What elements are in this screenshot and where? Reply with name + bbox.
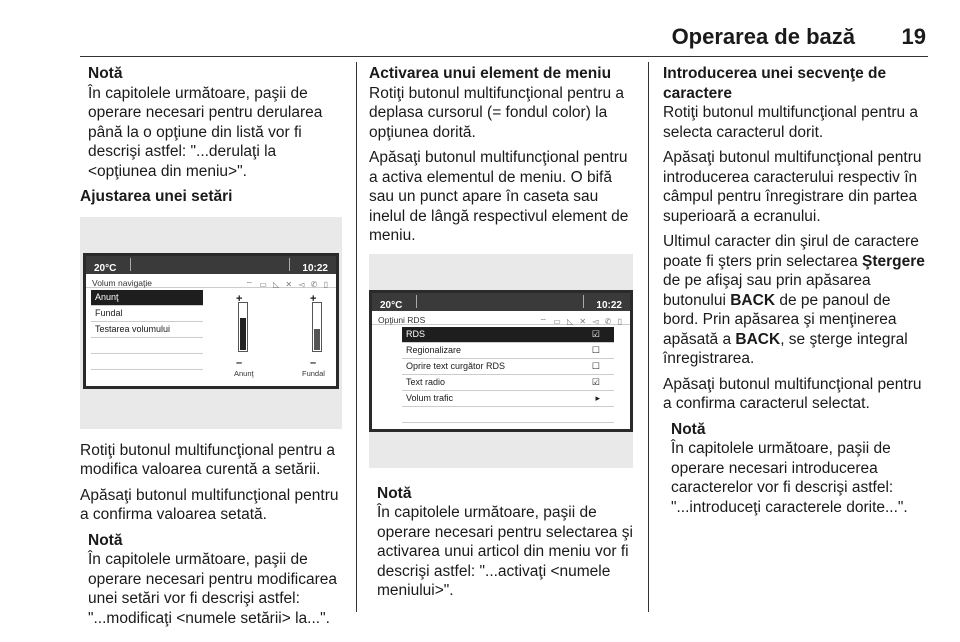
column-divider [356,62,357,612]
note-block [369,484,633,601]
note-block [80,64,342,181]
checkbox-empty-icon[interactable]: ☐ [591,344,600,355]
menu-item[interactable]: RDS ☑ [402,327,614,343]
chevron-right-icon[interactable]: ▸ [595,392,600,403]
column-2 [369,64,633,607]
slider-plus: + [236,292,243,305]
menu-item[interactable]: Fundal [91,306,203,322]
menu-list [91,290,203,370]
section-title: Activarea unui element de meniu [369,65,612,82]
paragraph: Apăsaţi butonul multifuncţional pentru a activa elementul de meniu. O bifă sau un punct apare în caseta sau inelul de lângă respectivul element de meniu. [369,149,629,244]
header-divider [80,56,928,57]
page-header [0,0,960,58]
temperature: 20°C [94,262,117,274]
paragraph: Rotiţi butonul multifuncţional pentru a deplasa cursorul (= fondul color) la opţiunea dorită. [369,84,625,141]
checkbox-empty-icon[interactable]: ☐ [591,360,600,371]
status-bar [372,293,630,311]
note-text: În capitolele următoare, paşii de operare necesari introducerea caracterelor vor fi descrişi astfel: "...introduceţi caracterele dorite...". [671,440,908,516]
menu-item[interactable]: Testarea volumului [91,322,203,338]
screen-title: Volum navigaţie ⌔ ▭ ◺ ✕ ◅ ✆ ▯ [86,274,336,288]
slider-label: Anunţ [234,369,254,378]
note-block [80,531,342,629]
screen-title: Opţiuni RDS ⌔ ▭ ◺ ✕ ◅ ✆ ▯ [372,311,630,325]
paragraph: Rotiţi butonul multifuncţional pentru a selecta caracterul dorit. [663,104,919,141]
screen-figure [369,254,633,468]
paragraph: Apăsaţi butonul multifuncţional pentru introducerea caracterului respectiv în câmpul pentru înregistrare din partea superioară a ecranului. [663,149,922,225]
column-3 [663,64,928,523]
menu-item[interactable]: Text radio ☑ [402,375,614,391]
paragraph: Rotiţi butonul multifuncţional pentru a modifica valoarea curentă a setării. [80,441,336,478]
menu-list [402,327,614,423]
slider-fill [240,318,246,350]
status-icons: ⌔ ▭ ◺ ✕ ◅ ✆ ▯ [539,316,624,326]
slider-minus: – [310,356,317,369]
slider-minus: – [236,356,243,369]
column-1 [80,64,342,634]
volume-slider-left[interactable] [238,302,248,352]
menu-item[interactable]: Anunţ [91,290,203,306]
volume-slider-right[interactable] [312,302,322,352]
note-text: În capitolele următoare, paşii de operare necesari pentru derularea până la o opţiune din listă vor fi descrişi astfel: "...derulaţi la <opţiunea din meniu>". [88,84,323,180]
note-text: În capitolele următoare, paşii de operare necesari pentru selectarea şi activarea unui articol din meniu vor fi descrişi astfel: "...activaţi <numele meniului>". [377,504,633,599]
checkbox-checked-icon[interactable]: ☑ [591,328,600,339]
display-screen [83,253,339,389]
slider-fill [314,329,320,350]
menu-item[interactable]: Volum trafic ▸ [402,391,614,407]
column-divider [648,62,649,612]
note-title: Notă [671,420,706,438]
slider-plus: + [310,292,317,305]
paragraph: Apăsaţi butonul multifuncţional pentru a confirma valoarea setată. [80,486,339,523]
status-icons: ⌔ ▭ ◺ ✕ ◅ ✆ ▯ [245,279,330,289]
clock: 10:22 [302,262,328,274]
paragraph: Ultimul caracter din şirul de caractere poate fi şters prin selectarea Ştergere de pe afişaj sau prin apăsarea butonului BACK de pe panoul de bord. Prin apăsarea şi menţinerea apăsată a BACK, se şterge integral înregistrarea. [663,233,925,367]
header-title: Operarea de bază [671,24,855,49]
screen-figure [80,217,342,429]
menu-item[interactable]: Oprire text curgător RDS ☐ [402,359,614,375]
note-title: Notă [377,484,412,502]
status-bar [86,256,336,274]
note-title: Notă [88,531,123,549]
display-screen [369,290,633,432]
note-title: Notă [88,65,123,82]
note-text: În capitolele următoare, paşii de operare necesari pentru modificarea unei setări vor fi descrişi astfel: "...modificaţi <numele setării> la...". [88,551,337,627]
checkbox-checked-icon[interactable]: ☑ [591,376,600,387]
temperature: 20°C [380,299,403,311]
paragraph: Apăsaţi butonul multifuncţional pentru a confirma caracterul selectat. [663,375,922,412]
section-title: Ajustarea unei setări [80,188,233,205]
note-block [663,420,928,518]
menu-item[interactable]: Regionalizare ☐ [402,343,614,359]
clock: 10:22 [596,299,622,311]
page-number: 19 [901,24,926,49]
section-title: Introducerea unei secvenţe de caractere [663,65,887,102]
slider-label: Fundal [302,369,325,378]
